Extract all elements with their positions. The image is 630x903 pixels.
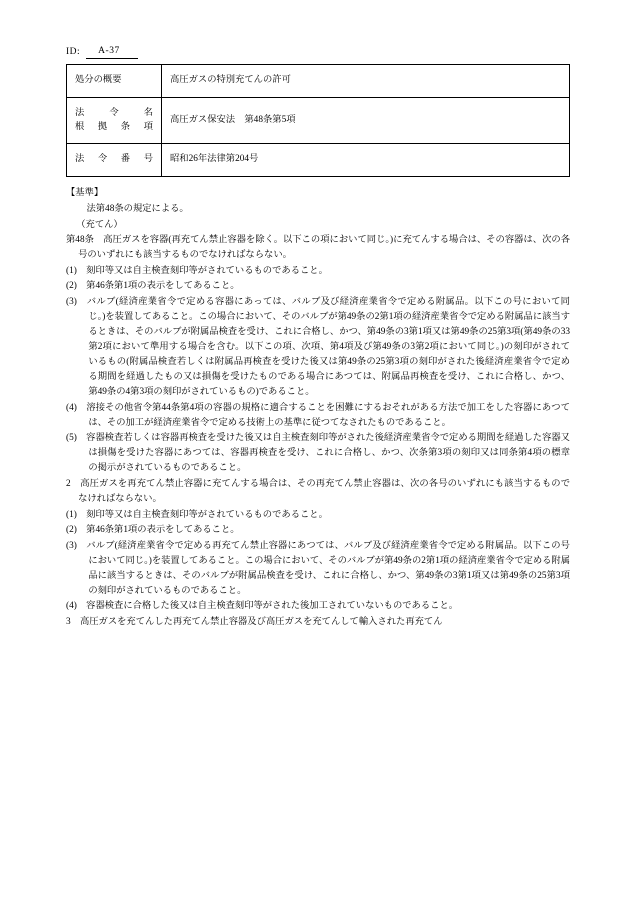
table-row <box>67 65 570 98</box>
item-number: (3) <box>66 540 77 551</box>
row-key-law-number-line1: 法 令 番 号 <box>75 154 153 165</box>
article-48-item-3 <box>66 295 570 400</box>
paragraph-3: 3 高圧ガスを充てんした再充てん禁止容器及び高圧ガスを充てんして輸入された再充てん <box>66 616 443 627</box>
item-number: (2) <box>66 525 77 536</box>
row-key-law-name-line1: 法 令 名 <box>75 108 153 119</box>
item-number: (1) <box>66 509 77 520</box>
criteria-title: 【基準】 <box>66 188 104 199</box>
criteria-lead-2: （充てん） <box>76 219 123 230</box>
item-number: (3) <box>66 296 77 307</box>
item-text: 第46条第1項の表示をしてあること。 <box>86 281 240 292</box>
criteria-body <box>66 186 570 630</box>
paragraph-2-item-1 <box>66 508 570 523</box>
item-text: バルブ(経済産業省令で定める容器にあっては、バルブ及び経済産業省令で定める附属品。以下この号において同じ。)を装置してあること。この場合において、そのバルブが第49条の2第1項の経済産業省令で定める附属品に該当するときは、そのバルブが附属品検査を受け、これに合格し、かつ、第49条の3第1項又は第49条の25第3項(第49条の33第2項において準用する場合を含む。以下この項、次項、第4項及び第49条の3第2項において同じ。)の刻印がされているもの(附属品検査若しくは附属品再検査を受けた後又は第49条の25第3項の刻印がされた後経済産業省令で定める期間を経過したもの又は損傷を受けたものである場合にあつては、附属品再検査を受け、これに合格し、かつ、第49条の4第3項の刻印がされているもの)であること。 <box>86 296 571 398</box>
paragraph-2: 2 高圧ガスを再充てん禁止容器に充てんする場合は、その再充てん禁止容器は、次の各号のいずれにも該当するものでなければならない。 <box>66 478 570 504</box>
item-text: 刻印等又は自主検査刻印等がされているものであること。 <box>86 265 328 276</box>
row-key-law-name-line2: 根 拠 条 項 <box>75 121 153 132</box>
item-text: 溶接その他省令第44条第4項の容器の規格に適合することを困難にするおそれがある方法で加工をした容器にあつては、その加工が経済産業省令で定める技術上の基準に従つてなされたものであること。 <box>86 402 570 428</box>
row-key-law-name <box>67 98 162 144</box>
row-value-law-number: 昭和26年法律第204号 <box>162 144 570 177</box>
row-key-summary-line1: 処分の概要 <box>75 75 122 86</box>
article-48-item-5 <box>66 431 570 476</box>
criteria-lead-1: 法第48条の規定による。 <box>86 204 189 215</box>
paragraph-2-item-2 <box>66 523 570 538</box>
row-value-law-name: 高圧ガス保安法 第48条第5項 <box>162 98 570 144</box>
table-row <box>67 144 570 177</box>
item-number: (4) <box>66 402 77 413</box>
paragraph-2-item-3 <box>66 539 570 599</box>
item-number: (4) <box>66 601 77 612</box>
id-value: A-37 <box>86 44 138 59</box>
article-48-item-4 <box>66 401 570 431</box>
metadata-table <box>66 64 570 177</box>
item-number: (5) <box>66 433 77 444</box>
row-key-summary <box>67 65 162 98</box>
item-number: (2) <box>66 281 77 292</box>
article-48: 第48条 高圧ガスを容器(再充てん禁止容器を除く。以下この項において同じ。)に充てんする場合は、その容器は、次の各号のいずれにも該当するものでなければならない。 <box>66 235 570 261</box>
item-number: (1) <box>66 265 77 276</box>
id-label: ID: <box>66 47 81 57</box>
paragraph-2-item-4 <box>66 599 570 614</box>
item-text: バルブ(経済産業省令で定める再充てん禁止容器にあつては、バルブ及び経済産業省令で定める附属品。以下この号において同じ。)を装置してあること。この場合において、そのバルブが第49条の2第1項の経済産業省令で定める附属品に該当するときは、そのバルブが附属品検査を受け、これに合格し、かつ、第49条の3第1項又は第49条の25第3項の刻印がされているものであること。 <box>86 540 571 596</box>
id-line <box>66 44 570 59</box>
row-value-summary: 高圧ガスの特別充てんの許可 <box>162 65 570 98</box>
article-48-item-2 <box>66 279 570 294</box>
row-key-law-number <box>67 144 162 177</box>
article-48-item-1 <box>66 264 570 279</box>
item-text: 容器検査に合格した後又は自主検査刻印等がされた後加工されていないものであること。 <box>86 601 459 612</box>
table-row <box>67 98 570 144</box>
item-text: 第46条第1項の表示をしてあること。 <box>86 525 240 536</box>
item-text: 刻印等又は自主検査刻印等がされているものであること。 <box>86 509 328 520</box>
item-text: 容器検査若しくは容器再検査を受けた後又は自主検査刻印等がされた後経済産業省令で定める期間を経過した容器又は損傷を受けた容器にあつては、容器再検査を受け、これに合格し、かつ、次条第3項の刻印又は同条第4項の標章の掲示がされているものであること。 <box>86 433 570 474</box>
